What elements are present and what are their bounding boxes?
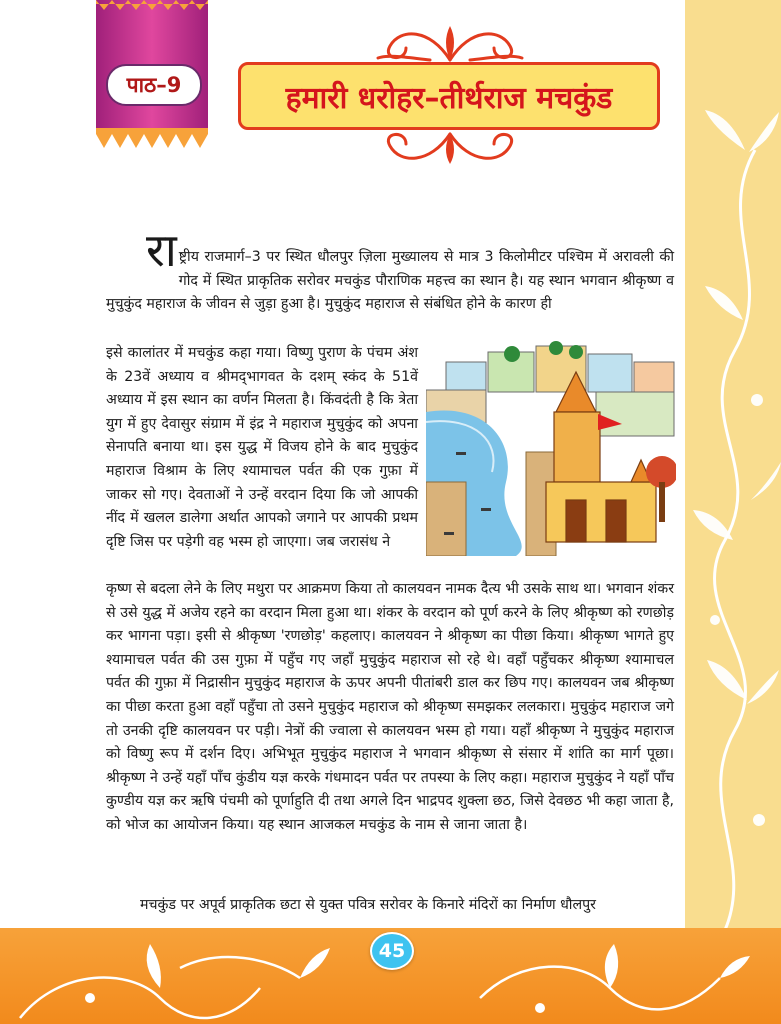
lesson-label: पाठ–9 xyxy=(106,64,202,106)
dropcap: रा xyxy=(146,223,177,277)
page-number: 45 xyxy=(370,932,414,970)
vine-ornament-icon xyxy=(685,0,781,930)
title-flourish-icon xyxy=(370,130,530,170)
title-flourish-icon xyxy=(370,18,530,64)
paragraph-continuation: मचकुंड पर अपूर्व प्राकृतिक छटा से युक्त पवित्र सरोवर के किनारे मंदिरों का निर्माण धौलपुर xyxy=(140,897,596,913)
temple-lake-illustration xyxy=(426,332,676,556)
paragraph-intro xyxy=(106,223,674,317)
paragraph-intro-text: ष्ट्रीय राजमार्ग–3 पर स्थित धौलपुर ज़िला मुख्यालय से मात्र 3 किलोमीटर पश्चिम में अरावली की गोद में स्थित प्राकृतिक सरोवर मचकुंड पौराणिक महत्त्व का स्थान है। यह स्थान भगवान श्रीकृष्ण व मुचुकुंद महाराज के जीवन से जुड़ा हुआ है। मुचुकुंद महाराज से संबंधित होने के कारण ही xyxy=(106,249,674,313)
paragraph-wrapped: इसे कालांतर में मचकुंड कहा गया। विष्णु पुराण के पंचम अंश के 23वें अध्याय व श्रीमद्‌भागवत के दशम् स्कंद के 51वें अध्याय में इस स्थान का वर्णन मिलता है। किंवदंती है कि त्रेता युग में हुए देवासुर संग्राम में इंद्र ने महाराज मुचुकुंद को अपना सेनापति बनाया था। इस युद्ध में विजय होने के बाद मुचुकुंद महाराज विश्राम के लिए श्यामाचल पर्वत की एक गुफ़ा में जाकर सो गए। देवताओं ने उन्हें वरदान दिया कि जो आपकी नींद में खलल डालेगा अर्थात आपको जगाने पर आपकी प्रथम दृष्टि जिस पर पड़ेगी वह भस्म हो जाएगा। जब जरासंध ने xyxy=(106,345,418,550)
lesson-ribbon xyxy=(96,0,208,148)
side-decoration xyxy=(685,0,781,930)
paragraph-story: कृष्ण से बदला लेने के लिए मथुरा पर आक्रमण किया तो कालयवन नामक दैत्य भी उसके साथ था। भगवान शंकर से उसे युद्ध में अजेय रहने का वरदान मिला हुआ था। शंकर के वरदान को पूर्ण करने के लिए श्रीकृष्ण को रणछोड़ कर भागना पड़ा। इसी से श्रीकृष्ण 'रणछोड़' कहलाए। कालयवन ने श्रीकृष्ण का पीछा किया। श्रीकृष्ण भागते हुए श्यामाचल पर्वत की उस गुफ़ा में पहुँच गए जहाँ मुचुकुंद महाराज सो रहे थे। वहाँ पहुँचकर श्रीकृष्ण श्यामाचल पर्वत की गुफ़ा में निद्रासीन मुचुकुंद महाराज के ऊपर अपनी पीतांबरी डाल कर छिप गए। कालयवन जब श्रीकृष्ण का पीछा करता हुआ वहाँ पहुँचा तो उसने मुचुकुंद महाराज को श्रीकृष्ण समझकर ललकारा। मुचुकुंद महाराज जगे तो उनकी दृष्टि कालयवन पर पड़ी। नेत्रों की ज्वाला से कालयवन भस्म हो गया। यहाँ श्रीकृष्ण ने मुचुकुंद महाराज को विष्णु रूप में दर्शन दिए। अभिभूत मुचुकुंद महाराज ने भगवान श्रीकृष्ण से संसार में शांति का मार्ग पूछा। श्रीकृष्ण ने उन्हें यहाँ पाँच कुंडीय यज्ञ करके गंधमादन पर्वत पर तपस्या के लिए कहा। महाराज मुचुकुंद ने यहाँ पाँच कुण्डीय यज्ञ कर ऋषि पंचमी को पूर्णाहुति दी तथा अगले दिन भाद्रपद शुक्ला छठ, जिसे देवछठ भी कहा जाता है, को भोज का आयोजन किया। यह स्थान आजकल मचकुंड के नाम से जाना जाता है। xyxy=(106,581,674,833)
page-title: हमारी धरोहर–तीर्थराज मचकुंड xyxy=(238,62,660,130)
